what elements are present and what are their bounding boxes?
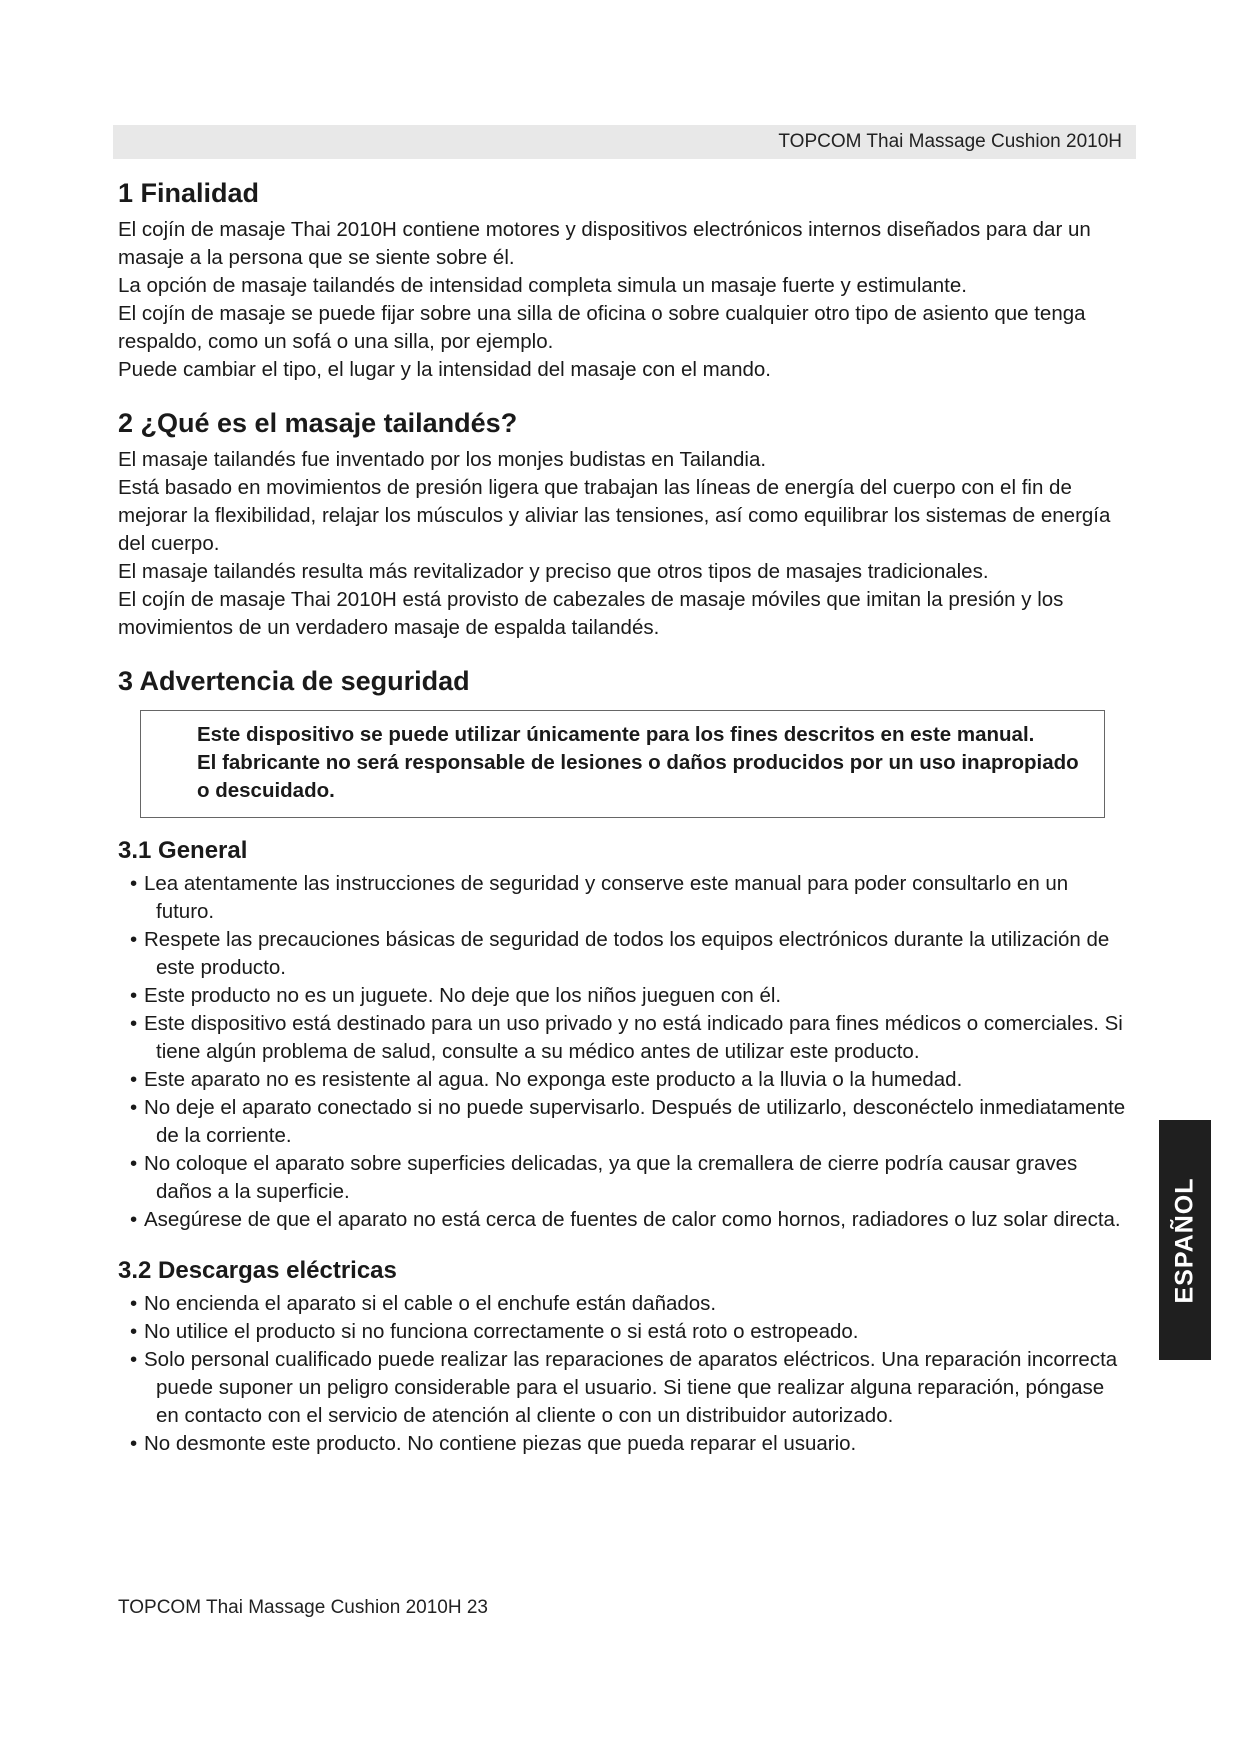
list-item: • No desmonte este producto. No contiene piezas que pueda reparar el usuario. — [130, 1432, 857, 1455]
list-item: • Lea atentamente las instrucciones de seguridad y conserve este manual para poder consultarlo en un futuro. — [130, 872, 1069, 923]
running-header — [113, 125, 1136, 159]
subsection-heading: 3.2 Descargas eléctricas — [118, 1257, 397, 1284]
warning-text: El fabricante no será responsable de lesiones o daños producidos por un uso inapropiado o descuidado. — [197, 751, 1079, 802]
language-label: ESPAÑOL — [1170, 1177, 1199, 1303]
section-masaje-tailandes — [118, 406, 1130, 642]
list-item: • Este dispositivo está destinado para un uso privado y no está indicado para fines médicos o comerciales. Si tiene algún problema de salud, consulte a su médico antes de utilizar este producto. — [130, 1012, 1123, 1063]
section-heading: 3 Advertencia de seguridad — [118, 666, 470, 696]
list-item: • Asegúrese de que el aparato no está cerca de fuentes de calor como hornos, radiadores o luz solar directa. — [130, 1208, 1121, 1231]
paragraph: El cojín de masaje se puede fijar sobre una silla de oficina o sobre cualquier otro tipo de asiento que tenga respaldo, como un sofá o una silla, por ejemplo. — [118, 302, 1086, 353]
language-tab — [1159, 1120, 1211, 1360]
bullet-list — [118, 1290, 1130, 1458]
list-item: • No deje el aparato conectado si no puede supervisarlo. Después de utilizarlo, desconéctelo inmediatamente de la corriente. — [130, 1096, 1126, 1147]
list-item: • No coloque el aparato sobre superficies delicadas, ya que la cremallera de cierre podría causar graves daños a la superficie. — [130, 1152, 1078, 1203]
subsection-general — [118, 836, 1130, 1234]
subsection-descargas — [118, 1256, 1130, 1458]
section-heading: 2 ¿Qué es el masaje tailandés? — [118, 408, 518, 438]
page-footer — [118, 1597, 488, 1619]
paragraph: El masaje tailandés resulta más revitalizador y preciso que otros tipos de masajes tradicionales. — [118, 560, 989, 583]
section-finalidad — [118, 176, 1130, 384]
subsection-heading: 3.1 General — [118, 837, 248, 864]
section-heading: 1 Finalidad — [118, 178, 260, 208]
paragraph: El masaje tailandés fue inventado por los monjes budistas en Tailandia. — [118, 448, 767, 471]
list-item: • No encienda el aparato si el cable o el enchufe están dañados. — [130, 1292, 717, 1315]
warning-text: Este dispositivo se puede utilizar únicamente para los fines descritos en este manual. — [197, 723, 1035, 746]
section-advertencia — [118, 664, 1130, 1458]
header-title: TOPCOM Thai Massage Cushion 2010H — [778, 131, 1122, 152]
list-item: • Respete las precauciones básicas de seguridad de todos los equipos electrónicos durante la utilización de este producto. — [130, 928, 1110, 979]
paragraph: Está basado en movimientos de presión ligera que trabajan las líneas de energía del cuerpo con el fin de mejorar la flexibilidad, relajar los músculos y aliviar las tensiones, así como equilibrar los sistemas de energía del cuerpo. — [118, 476, 1111, 555]
paragraph: El cojín de masaje Thai 2010H contiene motores y dispositivos electrónicos internos diseñados para dar un masaje a la persona que se siente sobre él. — [118, 218, 1091, 269]
list-item: • Este producto no es un juguete. No deje que los niños jueguen con él. — [130, 984, 782, 1007]
paragraph: Puede cambiar el tipo, el lugar y la intensidad del masaje con el mando. — [118, 358, 771, 381]
paragraph: La opción de masaje tailandés de intensidad completa simula un masaje fuerte y estimulante. — [118, 274, 967, 297]
list-item: • No utilice el producto si no funciona correctamente o si está roto o estropeado. — [130, 1320, 859, 1343]
page-content — [118, 176, 1130, 1480]
warning-box — [140, 710, 1105, 818]
list-item: • Solo personal cualificado puede realizar las reparaciones de aparatos eléctricos. Una reparación incorrecta puede suponer un peligro considerable para el usuario. Si tiene que realizar alguna reparación, póngase en contacto con el servicio de atención al cliente o con un distribuidor autorizado. — [130, 1348, 1118, 1427]
list-item: • Este aparato no es resistente al agua. No exponga este producto a la lluvia o la humedad. — [130, 1068, 963, 1091]
bullet-list — [118, 870, 1130, 1234]
paragraph: El cojín de masaje Thai 2010H está provisto de cabezales de masaje móviles que imitan la presión y los movimientos de un verdadero masaje de espalda tailandés. — [118, 588, 1064, 639]
footer-text: TOPCOM Thai Massage Cushion 2010H 23 — [118, 1597, 488, 1618]
